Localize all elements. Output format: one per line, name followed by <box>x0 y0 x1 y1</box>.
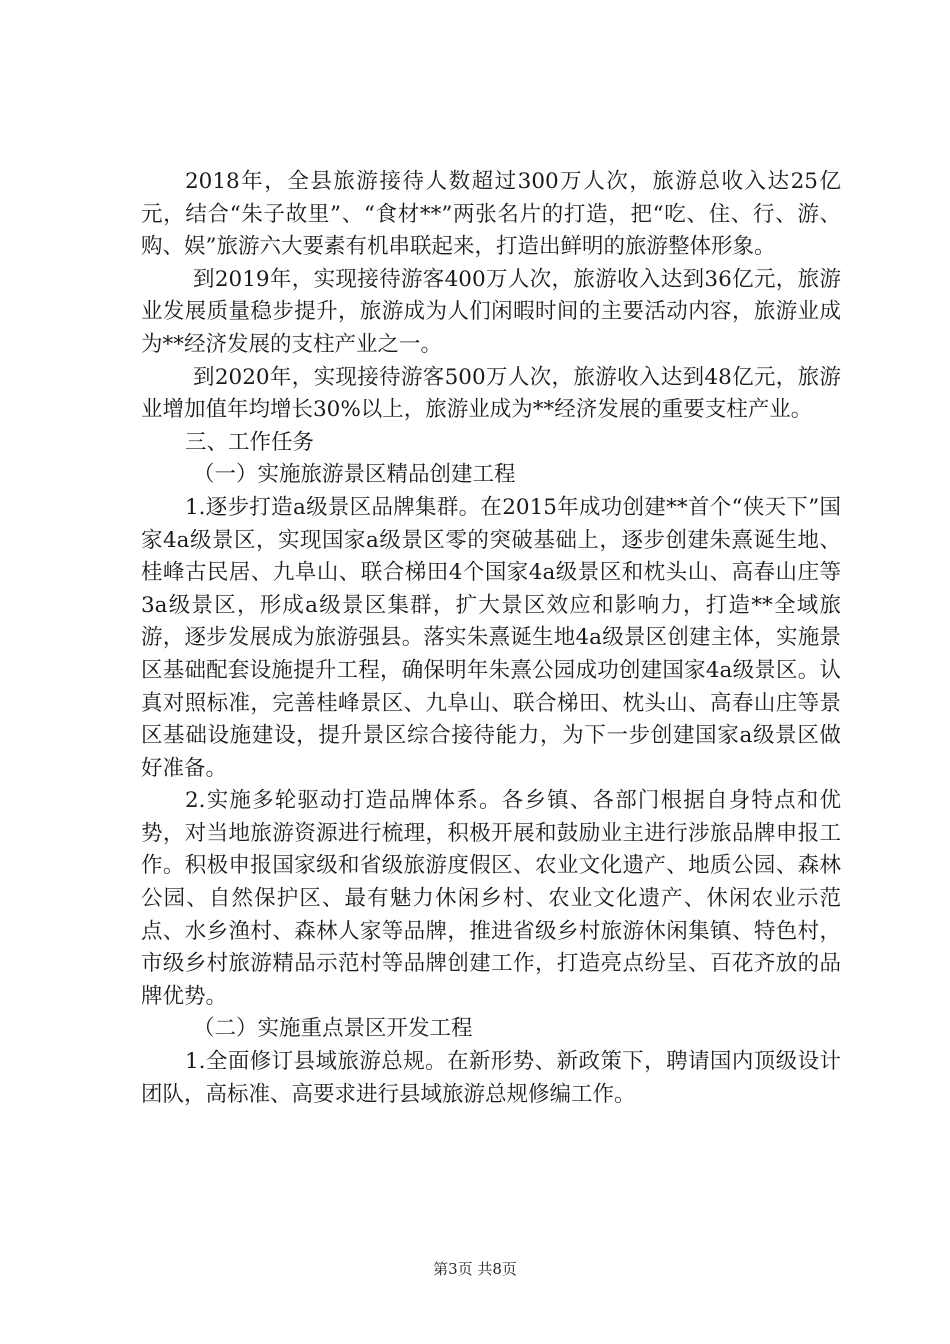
document-body <box>141 166 841 1111</box>
paragraph-2019-goals: 到2019年，实现接待游客400万人次，旅游收入达到36亿元，旅游业发展质量稳步提升，旅游成为人们闲暇时间的主要活动内容，旅游业成为**经济发展的支柱产业之一。 <box>141 266 841 357</box>
paragraph-2020-goals: 到2020年，实现接待游客500万人次，旅游收入达到48亿元，旅游业增加值年均增长30%以上，旅游业成为**经济发展的重要支柱产业。 <box>141 364 841 423</box>
subsection-heading-scenic-quality: （一）实施旅游景区精品创建工程 <box>193 462 516 488</box>
page-number-footer: 第3页 共8页 <box>433 1260 517 1278</box>
paragraph-brand-system: 2.实施多轮驱动打造品牌体系。各乡镇、各部门根据自身特点和优势，对当地旅游资源进行梳理，积极开展和鼓励业主进行涉旅品牌申报工作。积极申报国家级和省级旅游度假区、农业文化遗产、地质公园、森林公园、自然保护区、最有魅力休闲乡村、农业文化遗产、休闲农业示范点、水乡渔村、森林人家等品牌，推进省级乡村旅游休闲集镇、特色村，市级乡村旅游精品示范村等品牌创建工作，打造亮点纷呈、百花齐放的品牌优势。 <box>141 788 841 1009</box>
paragraph-tourism-master-plan: 1.全面修订县域旅游总规。在新形势、新政策下，聘请国内顶级设计团队，高标准、高要求进行县域旅游总规修编工作。 <box>141 1049 841 1107</box>
paragraph-a-level-brand-cluster: 1.逐步打造a级景区品牌集群。在2015年成功创建**首个“侠天下”国家4a级景区，实现国家a级景区零的突破基础上，逐步创建朱熹诞生地、桂峰古民居、九阜山、联合梯田4个国家4a级景区和枕头山、高春山庄等3a级景区，形成a级景区集群，扩大景区效应和影响力，打造**全域旅游，逐步发展成为旅游强县。落实朱熹诞生地4a级景区创建主体，实施景区基础配套设施提升工程，确保明年朱熹公园成功创建国家4a级景区。认真对照标准，完善桂峰景区、九阜山、联合梯田、枕头山、高春山庄等景区基础设施建设，提升景区综合接待能力，为下一步创建国家a级景区做好准备。 <box>141 494 841 781</box>
section-heading-work-tasks: 三、工作任务 <box>185 429 315 455</box>
paragraph-2018-goals: 2018年，全县旅游接待人数超过300万人次，旅游总收入达25亿元，结合“朱子故里”、“食材**”两张名片的打造，把“吃、住、行、游、购、娱”旅游六大要素有机串联起来，打造出鲜明的旅游整体形象。 <box>141 169 841 260</box>
subsection-heading-key-scenic-development: （二）实施重点景区开发工程 <box>193 1016 473 1042</box>
